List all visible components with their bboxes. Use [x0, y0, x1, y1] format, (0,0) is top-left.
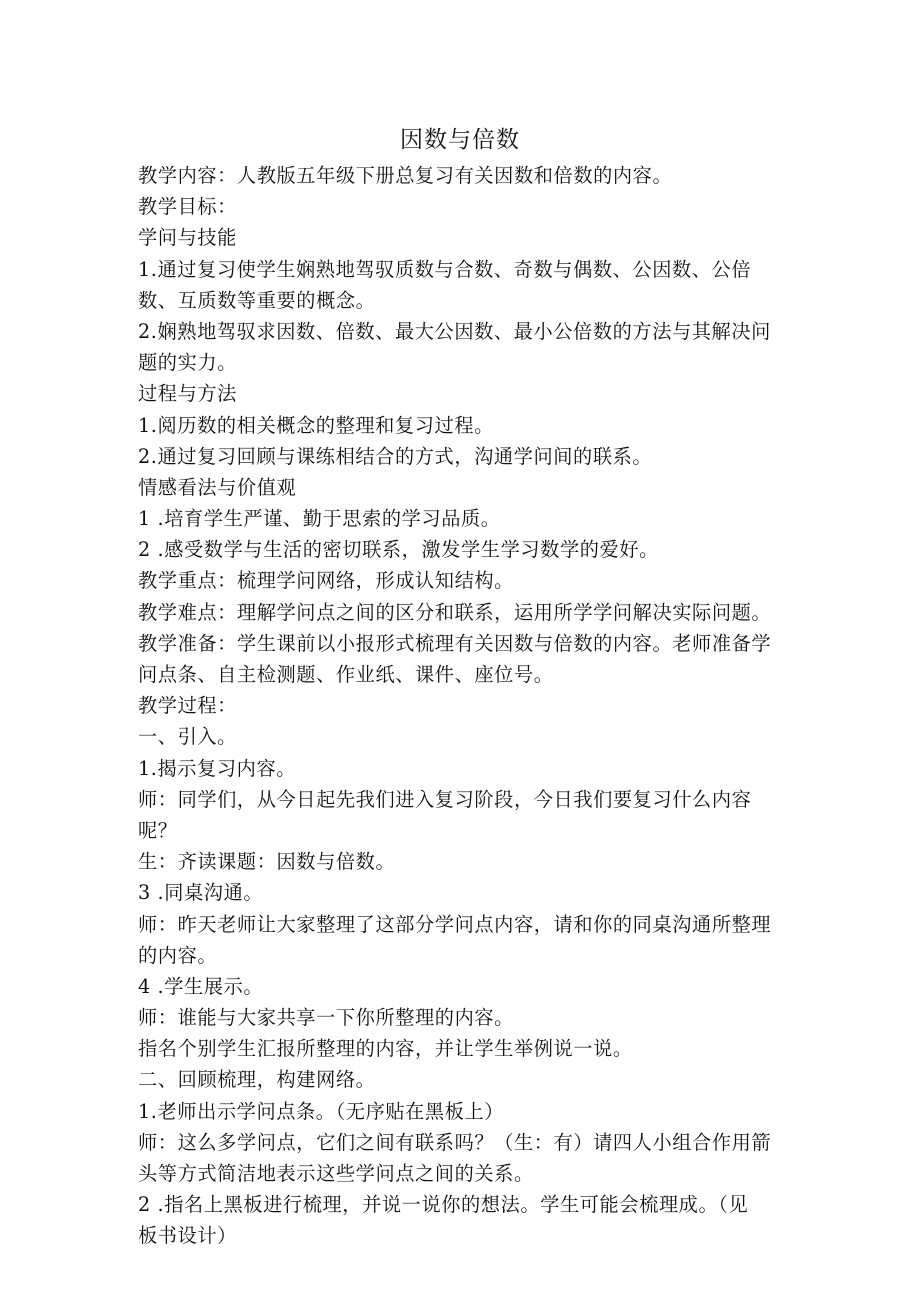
text-line: 1.揭示复习内容。 [138, 756, 297, 780]
text-line: 1.通过复习使学生娴熟地驾驭质数与合数、奇数与偶数、公因数、公倍 [138, 257, 752, 281]
text-line: 学问与技能 [138, 226, 237, 250]
text-line: 教学准备：学生课前以小报形式梳理有关因数与倍数的内容。老师准备学 [138, 631, 772, 655]
text-line: 1.老师出示学问点条。（无序贴在黑板上） [138, 1099, 505, 1123]
document-title: 因数与倍数 [400, 127, 520, 153]
text-line: 题的实力。 [138, 351, 237, 375]
text-line: 3 .同桌沟通。 [138, 881, 264, 905]
text-line: 师：同学们，从今日起先我们进入复习阶段，今日我们要复习什么内容 [138, 787, 752, 811]
text-line: 过程与方法 [138, 382, 237, 406]
text-line: 二、回顾梳理，构建网络。 [138, 1068, 376, 1092]
text-line: 1.阅历数的相关概念的整理和复习过程。 [138, 413, 494, 437]
text-line: 1 .培育学生严谨、勤于思索的学习品质。 [138, 507, 501, 531]
text-line: 教学目标： [138, 195, 237, 219]
text-line: 数、互质数等重要的概念。 [138, 288, 376, 312]
text-line: 4 .学生展示。 [138, 974, 264, 998]
text-line: 师：昨天老师让大家整理了这部分学问点内容，请和你的同桌沟通所整理 [138, 912, 772, 936]
text-line: 教学难点：理解学问点之间的区分和联系，运用所学学问解决实际问题。 [138, 600, 772, 624]
text-line: 情感看法与价值观 [138, 475, 297, 499]
text-line: 呢？ [138, 818, 178, 842]
text-line: 教学过程： [138, 694, 237, 718]
document-body [138, 160, 788, 1252]
text-line: 2.通过复习回顾与课练相结合的方式，沟通学问间的联系。 [138, 444, 653, 468]
text-line: 一、引入。 [138, 725, 237, 749]
text-line: 问点条、自主检测题、作业纸、课件、座位号。 [138, 663, 554, 686]
text-line: 师：这么多学问点，它们之间有联系吗？（生：有）请四人小组合作用箭 [138, 1130, 772, 1154]
text-line: 2.娴熟地驾驭求因数、倍数、最大公因数、最小公倍数的方法与其解决问 [138, 319, 771, 343]
text-line: 头等方式简洁地表示这些学问点之间的关系。 [138, 1162, 534, 1185]
text-line: 2 .指名上黑板进行梳理，并说一说你的想法。学生可能会梳理成。（见 [138, 1193, 749, 1217]
text-line: 指名个别学生汇报所整理的内容，并让学生举例说一说。 [138, 1037, 633, 1061]
text-line: 板书设计） [138, 1224, 237, 1248]
text-line: 2 .感受数学与生活的密切联系，激发学生学习数学的爱好。 [138, 538, 659, 562]
text-line: 生：齐读课题：因数与倍数。 [138, 850, 396, 874]
text-line: 师：谁能与大家共享一下你所整理的内容。 [138, 1006, 514, 1030]
text-line: 教学重点：梳理学问网络，形成认知结构。 [138, 569, 514, 593]
text-line: 教学内容：人教版五年级下册总复习有关因数和倍数的内容。 [138, 164, 673, 187]
text-line: 的内容。 [138, 943, 218, 967]
